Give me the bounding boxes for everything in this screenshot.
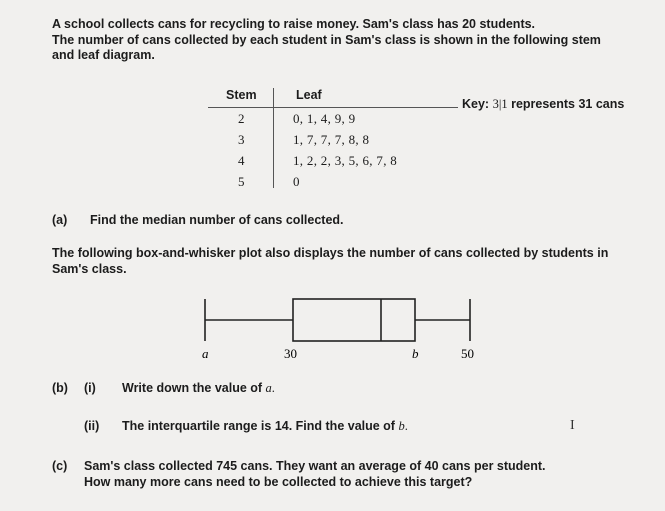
part-b-ii-label: (ii) [84, 419, 100, 433]
part-b-i-label: (i) [84, 381, 96, 395]
part-b-i-text: Write down the value of [122, 381, 263, 395]
stem-value: 4 [238, 153, 245, 168]
stem-value: 2 [238, 111, 245, 126]
leaf-values: 0 [293, 174, 300, 189]
leaf-values: 1, 2, 2, 3, 5, 6, 7, 8 [293, 153, 398, 168]
part-b-ii-question [122, 419, 408, 434]
key-text: represents 31 cans [511, 97, 625, 111]
key-value: 3|1 [492, 97, 508, 111]
boxplot-svg [195, 295, 490, 365]
part-c-line-2: How many more cans need to be collected to achieve this target? [84, 475, 473, 489]
text-cursor-icon: I [570, 418, 575, 433]
part-b-ii-text: The interquartile range is 14. Find the value of [122, 419, 395, 433]
key-label: Key: [462, 97, 490, 111]
part-b-ii-end: . [404, 419, 408, 433]
boxplot-intro-line-2: Sam's class. [52, 262, 127, 276]
box [293, 299, 415, 341]
boxplot-intro-line-1: The following box-and-whisker plot also displays the number of cans collected by students in [52, 246, 609, 260]
part-a-question: Find the median number of cans collected. [90, 213, 344, 227]
leaf-values: 0, 1, 4, 9, 9 [293, 111, 356, 126]
header-divider [208, 107, 458, 108]
table-row [208, 153, 458, 174]
label-30: 30 [284, 346, 297, 361]
intro-line-3: and leaf diagram. [52, 48, 155, 62]
stem-header: Stem [226, 88, 257, 102]
stem-value: 3 [238, 132, 245, 147]
part-b-i-var: a [265, 381, 272, 395]
label-50: 50 [461, 346, 474, 361]
label-b: b [412, 346, 419, 361]
part-b-label: (b) [52, 381, 68, 395]
part-c-line-1: Sam's class collected 745 cans. They want an average of 40 cans per student. [84, 459, 546, 473]
table-row [208, 132, 458, 153]
stem-value: 5 [238, 174, 245, 189]
part-b-i-question [122, 381, 275, 396]
table-row [208, 174, 458, 195]
intro-line-2: The number of cans collected by each student in Sam's class is shown in the following stem [52, 33, 601, 47]
part-b-ii-var: b [398, 419, 405, 433]
box-and-whisker-plot [195, 295, 490, 365]
key-legend [462, 97, 624, 112]
stem-and-leaf-diagram [208, 86, 458, 206]
part-a-label: (a) [52, 213, 68, 227]
table-row [208, 111, 458, 132]
leaf-values: 1, 7, 7, 7, 8, 8 [293, 132, 370, 147]
part-c-label: (c) [52, 459, 68, 473]
intro-line-1: A school collects cans for recycling to raise money. Sam's class has 20 students. [52, 17, 536, 31]
label-a: a [202, 346, 209, 361]
leaf-header: Leaf [296, 88, 322, 102]
part-b-i-end: . [271, 381, 275, 395]
